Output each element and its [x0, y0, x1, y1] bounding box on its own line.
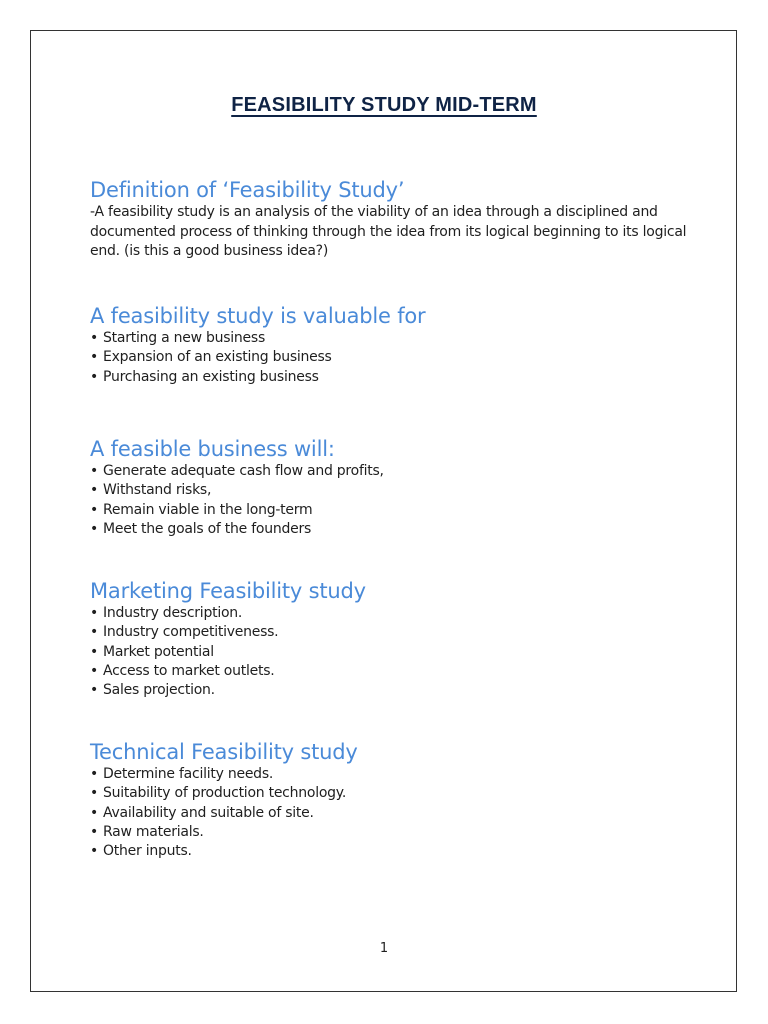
section-definition — [90, 177, 710, 262]
section-heading: A feasible business will: — [90, 437, 335, 461]
list-item: • Access to market outlets. — [90, 662, 710, 681]
section-heading: Technical Feasibility study — [90, 740, 358, 764]
list-item: • Market potential — [90, 643, 710, 662]
section-heading: Definition of ‘Feasibility Study’ — [90, 178, 405, 202]
bullet-list — [90, 604, 710, 700]
list-item: • Determine facility needs. — [90, 765, 710, 784]
list-item: • Raw materials. — [90, 823, 710, 842]
section-heading: A feasibility study is valuable for — [90, 304, 426, 328]
bullet-list — [90, 462, 710, 539]
list-item: • Industry description. — [90, 604, 710, 623]
list-item: • Generate adequate cash flow and profits, — [90, 462, 710, 481]
list-item: • Sales projection. — [90, 681, 710, 700]
list-item: • Meet the goals of the founders — [90, 520, 710, 539]
list-item: • Starting a new business — [90, 329, 710, 348]
list-item: • Availability and suitable of site. — [90, 804, 710, 823]
list-item: • Other inputs. — [90, 842, 710, 861]
section-paragraph: -A feasibility study is an analysis of the viability of an idea through a disciplined and documented process of thinking through the idea from its logical beginning to its logical end. (is this a good business idea?) — [90, 204, 687, 259]
list-item: • Industry competitiveness. — [90, 623, 710, 642]
list-item: • Suitability of production technology. — [90, 784, 710, 803]
bullet-list — [90, 329, 710, 387]
section-marketing-feasibility — [90, 578, 710, 700]
section-heading: Marketing Feasibility study — [90, 579, 366, 603]
section-feasible-business — [90, 436, 710, 539]
document-title: FEASIBILITY STUDY MID-TERM — [231, 94, 537, 116]
list-item: • Remain viable in the long-term — [90, 501, 710, 520]
section-valuable-for — [90, 303, 710, 387]
bullet-list — [90, 765, 710, 861]
list-item: • Withstand risks, — [90, 481, 710, 500]
list-item: • Expansion of an existing business — [90, 348, 710, 367]
list-item: • Purchasing an existing business — [90, 368, 710, 387]
page-number: 1 — [379, 941, 389, 956]
section-technical-feasibility — [90, 739, 710, 861]
